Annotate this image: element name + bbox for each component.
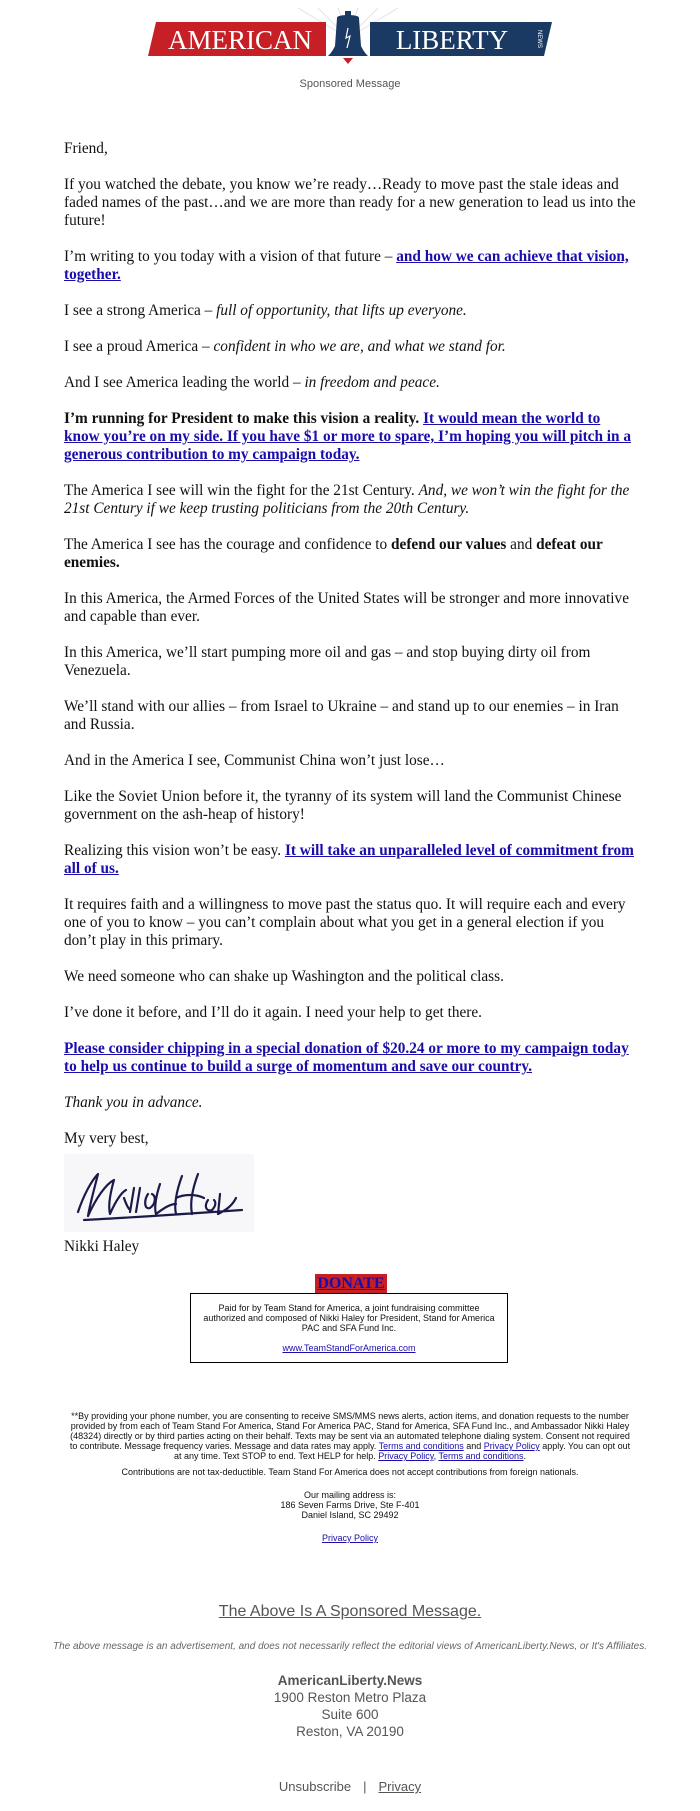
emphasis-text: And, we won’t win the fight for the 21st Century if we keep trusting politicians from the 20th Century.	[64, 482, 630, 517]
logo-news-tag: NEWS	[536, 30, 542, 48]
paragraph	[64, 248, 638, 284]
greeting: Friend,	[64, 140, 108, 157]
privacy-policy-link[interactable]: Privacy Policy	[483, 1441, 540, 1451]
disclaimer-text: **By providing your phone number, you are consenting to receive SMS/MMS news alerts, action items, and donation requests to the number provided by from each of Team Stand For America, Stand For America PAC, Stand for America, SFA Fund Inc., and Ambassador Nikki Haley (48324) directly or by third parties acting on their behalf. Texts may be sent via an automated telephone dialing system. Consent not required to contribute. Message frequency varies. Message and data rates may apply.	[69, 1411, 630, 1451]
emphasis-text: in freedom and peace.	[304, 374, 440, 391]
paragraph-text: I’m writing to you today with a vision of that future –	[64, 248, 397, 265]
donate-row	[64, 1274, 638, 1294]
paragraph	[64, 410, 638, 464]
paid-for-text: Paid for by Team Stand for America, a joint fundraising committee authorized and composed of Nikki Haley for President, Stand for America PAC and SFA Fund Inc.	[203, 1303, 495, 1333]
emphasis-text: confident in who we are, and what we stand for.	[213, 338, 506, 355]
sms-disclaimer	[66, 1411, 634, 1461]
american-liberty-logo[interactable]	[148, 8, 552, 64]
liberty-bell-icon	[328, 11, 368, 64]
paragraph-text: and	[506, 536, 537, 553]
footer-links	[0, 1779, 700, 1794]
paragraph	[64, 1040, 638, 1076]
footer-address-line: 1900 Reston Metro Plaza	[273, 1690, 427, 1705]
paragraph	[64, 302, 638, 320]
paragraph: I’ve done it before, and I’ll do it again. I need your help to get there.	[64, 1004, 482, 1021]
tax-disclaimer: Contributions are not tax-deductible. Team Stand For America does not accept contributions from foreign nationals.	[121, 1467, 579, 1477]
mailing-line: 186 Seven Farms Drive, Ste F-401	[280, 1500, 420, 1510]
donate-button[interactable]: DONATE	[317, 1275, 385, 1292]
letter-body	[64, 140, 638, 1294]
footer-company: AmericanLiberty.News	[277, 1673, 423, 1688]
paragraph	[64, 1094, 638, 1112]
logo-left-text: AMERICAN	[167, 25, 313, 55]
emphasis-text: Thank you in advance.	[64, 1094, 203, 1111]
mailing-line: Daniel Island, SC 29492	[301, 1510, 399, 1520]
paragraph: We’ll stand with our allies – from Israel to Ukraine – and stand up to our enemies – in Iran and Russia.	[64, 698, 619, 733]
unsubscribe-link[interactable]: Unsubscribe	[278, 1779, 352, 1794]
signature-image	[64, 1154, 254, 1232]
paragraph	[64, 338, 638, 356]
disclaimer-text: .	[523, 1451, 527, 1461]
vision-link[interactable]: and how we can achieve that vision, together.	[64, 248, 629, 283]
privacy-policy-link[interactable]: Privacy Policy	[321, 1533, 378, 1543]
footer-address-line: Suite 600	[321, 1707, 379, 1722]
paragraph: And in the America I see, Communist China won’t just lose…	[64, 752, 445, 769]
privacy-link[interactable]: Privacy	[378, 1779, 422, 1794]
email-header	[0, 0, 700, 100]
paragraph: We need someone who can shake up Washington and the political class.	[64, 968, 504, 985]
footer-note: The above message is an advertisement, and does not necessarily reflect the editorial views of AmericanLiberty.News, or It's Affiliates.	[52, 1641, 648, 1652]
sponsored-message-label: Sponsored Message	[299, 78, 401, 90]
terms-link[interactable]: Terms and conditions	[438, 1451, 524, 1461]
paragraph	[64, 842, 638, 878]
paragraph	[64, 374, 638, 392]
privacy-row	[66, 1533, 634, 1543]
footer-separator: |	[363, 1779, 367, 1794]
emphasis-text: full of opportunity, that lifts up everyone.	[216, 302, 467, 319]
paragraph-text: And I see America leading the world –	[64, 374, 305, 391]
paragraph: Like the Soviet Union before it, the tyranny of its system will land the Communist Chinese government on the ash-heap of history!	[64, 788, 622, 823]
paragraph: In this America, the Armed Forces of the United States will be stronger and more innovative and capable than ever.	[64, 590, 629, 625]
bold-text: defend our values	[391, 536, 507, 553]
commitment-link[interactable]: It will take an unparalleled level of commitment from all of us.	[64, 842, 634, 877]
sponsored-footer-title: The Above Is A Sponsored Message.	[218, 1603, 482, 1620]
team-stand-link[interactable]: www.TeamStandForAmerica.com	[282, 1343, 416, 1353]
terms-link[interactable]: Terms and conditions	[378, 1441, 464, 1451]
privacy-policy-link[interactable]: Privacy Policy	[378, 1451, 434, 1461]
paragraph-text: I see a strong America –	[64, 302, 217, 319]
bold-text: defeat our enemies.	[64, 536, 603, 571]
paid-for-box	[190, 1293, 508, 1363]
footer-address	[0, 1672, 700, 1740]
paragraph-text: Realizing this vision won’t be easy.	[64, 842, 285, 859]
paragraph-text: I see a proud America –	[64, 338, 214, 355]
paragraph-text: The America I see has the courage and confidence to	[64, 536, 392, 553]
disclaimer-text: and	[463, 1441, 484, 1451]
paragraph-text: The America I see will win the fight for the 21st Century.	[64, 482, 419, 499]
disclaimer-text: ,	[433, 1451, 439, 1461]
mailing-address	[66, 1490, 634, 1520]
logo-right-text: LIBERTY	[395, 25, 509, 55]
paragraph: If you watched the debate, you know we’re ready…Ready to move past the stale ideas and faded names of the past…and we are more than ready for a new generation to lead us into the future!	[64, 176, 636, 229]
paragraph: In this America, we’ll start pumping more oil and gas – and stop buying dirty oil from Venezuela.	[64, 644, 591, 679]
paragraph	[64, 536, 638, 572]
signer-name: Nikki Haley	[64, 1238, 140, 1255]
bold-text: I’m running for President to make this vision a reality.	[64, 410, 420, 427]
footer-address-line: Reston, VA 20190	[296, 1724, 404, 1739]
disclaimer-text: apply. You can opt out at any time. Text STOP to end. Text HELP for help.	[173, 1441, 631, 1461]
closing: My very best,	[64, 1130, 149, 1147]
contribution-link[interactable]: It would mean the world to know you’re on my side. If you have $1 or more to spare, I’m hoping you will pitch in a generous contribution to my campaign today.	[64, 410, 632, 463]
paragraph	[64, 482, 638, 518]
mailing-label: Our mailing address is:	[303, 1490, 397, 1500]
paragraph: It requires faith and a willingness to move past the status quo. It will require each and every one of you to know – you can’t complain about what you get in a general election if you don’t play in this primary.	[64, 896, 626, 949]
donation-link[interactable]: Please consider chipping in a special donation of $20.24 or more to my campaign today to help us continue to build a surge of momentum and save our country.	[64, 1040, 629, 1075]
